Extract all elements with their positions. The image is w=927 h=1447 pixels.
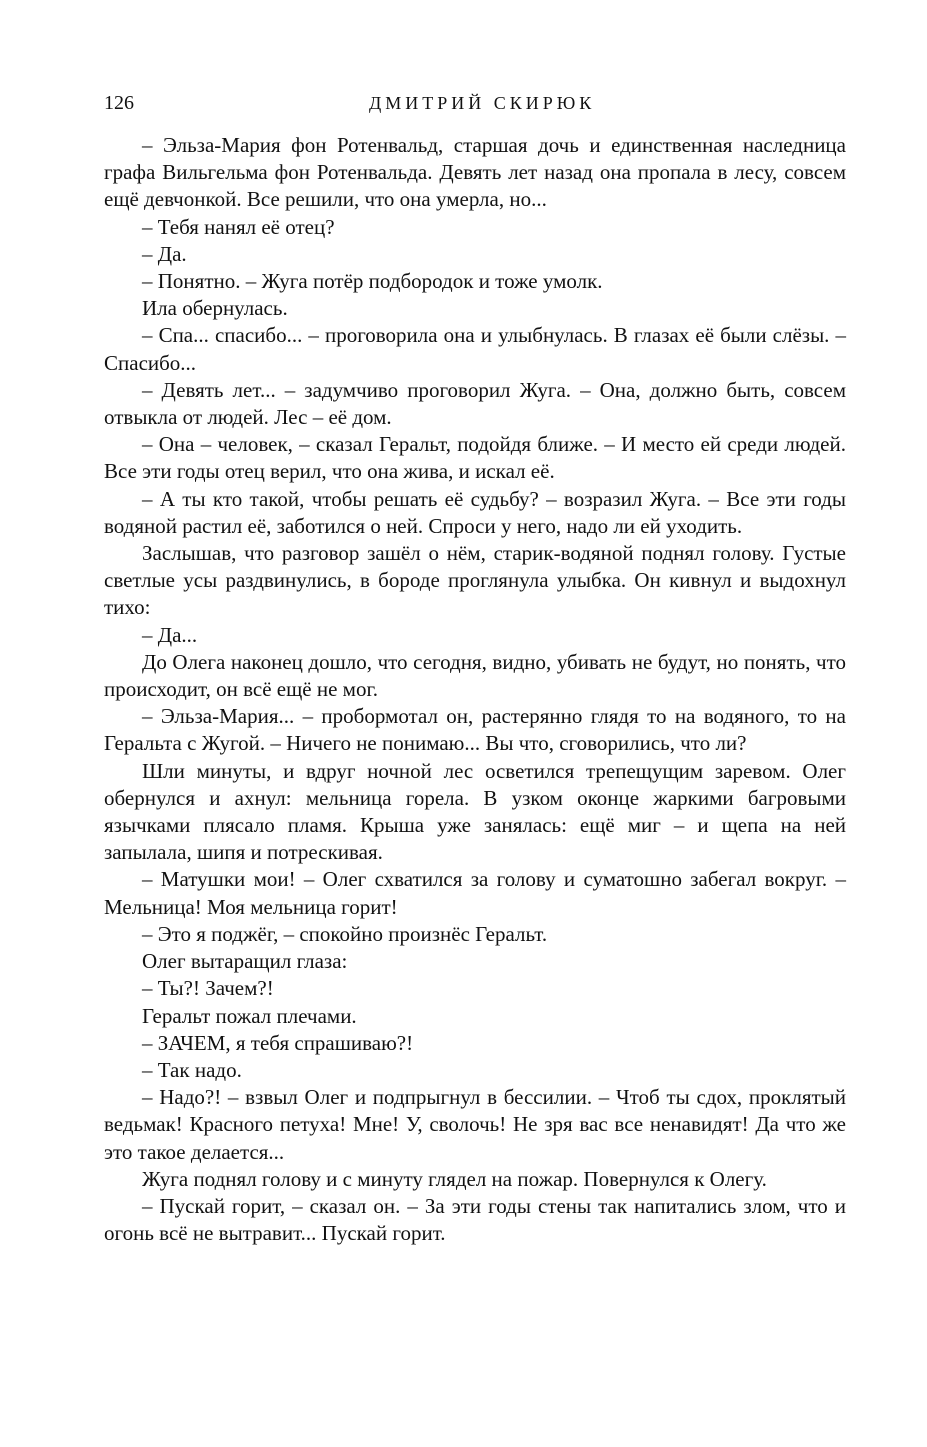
paragraph: – А ты кто такой, чтобы решать её судьбу? – возразил Жуга. – Все эти годы водяной растил её, заботился о ней. Спроси у него, надо ли ей уходить. — [104, 486, 846, 538]
paragraph: – Спа... спасибо... – проговорила она и улыбнулась. В глазах её были слёзы. – Спасибо... — [104, 323, 846, 375]
paragraph: – Пускай горит, – сказал он. – За эти годы стены так напитались злом, что и огонь всё не вытравит... Пускай горит. — [104, 1193, 846, 1246]
paragraph: Ила обернулась. — [142, 296, 288, 321]
running-head — [104, 88, 846, 118]
paragraph: Шли минуты, и вдруг ночной лес осветился трепещущим заревом. Олег обернулся и ахнул: мельница горела. В узком оконце жаркими багровыми язычками плясало пламя. Крыша уже занялась: ещё миг – и щепа на ней запылала, шипя и потрескивая. — [104, 758, 846, 865]
paragraph: – Эльза-Мария фон Ротенвальд, старшая дочь и единственная наследница графа Вильгельма фон Ротенвальда. Девять лет назад она пропала в лесу, совсем ещё девчонкой. Все решили, что она умерла, но... — [104, 133, 846, 212]
paragraph: Олег вытаращил глаза: — [142, 949, 348, 974]
book-page — [104, 88, 846, 1247]
text-body — [104, 132, 846, 1247]
running-title: ДМИТРИЙ СКИРЮК — [369, 93, 596, 113]
paragraph: Жуга поднял голову и с минуту глядел на пожар. Повернулся к Олегу. — [142, 1166, 767, 1191]
paragraph: – Понятно. – Жуга потёр подбородок и тоже умолк. — [142, 269, 603, 294]
paragraph: – Матушки мои! – Олег схватился за голову и суматошно забегал вокруг. – Мельница! Моя мельница горит! — [104, 867, 846, 919]
paragraph: – ЗАЧЕМ, я тебя спрашиваю?! — [142, 1030, 414, 1055]
paragraph: – Надо?! – взвыл Олег и подпрыгнул в бессилии. – Чтоб ты сдох, проклятый ведьмак! Красного петуха! Мне! У, сволочь! Не зря вас все ненавидят! Да что же это такое делается... — [104, 1085, 846, 1164]
paragraph: – Так надо. — [142, 1057, 242, 1082]
paragraph: Геральт пожал плечами. — [142, 1003, 357, 1028]
paragraph: – Тебя нанял её отец? — [142, 214, 335, 239]
paragraph: – Она – человек, – сказал Геральт, подойдя ближе. – И место ей среди людей. Все эти годы отец верил, что она жива, и искал её. — [104, 432, 846, 484]
paragraph: Заслышав, что разговор зашёл о нём, старик-водяной поднял голову. Густые светлые усы раздвинулись, в бороде проглянула улыбка. Он кивнул и выдохнул тихо: — [104, 541, 846, 620]
paragraph: – Да. — [142, 241, 187, 266]
page-number: 126 — [104, 92, 134, 114]
paragraph: – Это я поджёг, – спокойно произнёс Геральт. — [142, 921, 548, 946]
paragraph: – Ты?! Зачем?! — [142, 976, 274, 1001]
paragraph: – Да... — [142, 622, 198, 647]
paragraph: – Девять лет... – задумчиво проговорил Жуга. – Она, должно быть, совсем отвыкла от людей. Лес – её дом. — [104, 377, 846, 430]
paragraph: До Олега наконец дошло, что сегодня, видно, убивать не будут, но понять, что происходит, он всё ещё не мог. — [104, 649, 846, 702]
paragraph: – Эльза-Мария... – пробормотал он, растерянно глядя то на водяного, то на Геральта с Жугой. – Ничего не понимаю... Вы что, сговорились, что ли? — [104, 704, 846, 756]
